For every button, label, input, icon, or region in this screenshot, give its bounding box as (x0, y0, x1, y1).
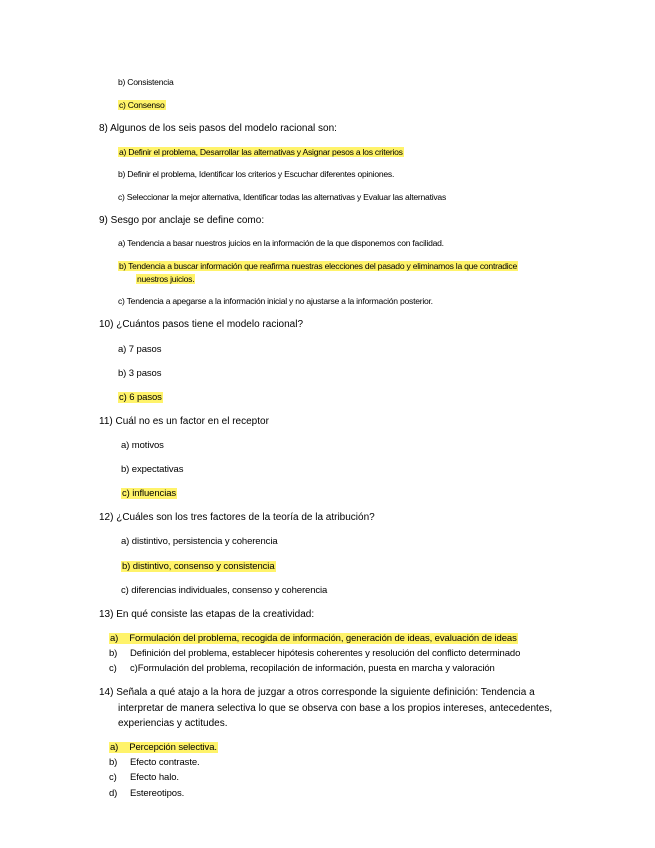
question-text: 8) Algunos de los seis pasos del modelo racional son: (99, 123, 337, 134)
question-14-option-b (109, 756, 200, 769)
question-text: interpretar de manera selectiva lo que se observa con base a los propios intereses, antecedentes, (118, 703, 553, 714)
question-12-option-b (121, 560, 276, 573)
question-8-option-c (118, 191, 446, 204)
option-text: c) Tendencia a apegarse a la información inicial y no ajustarse a la información posterior. (118, 296, 433, 306)
question-9-option-b-line1 (118, 260, 518, 273)
question-9 (99, 214, 264, 227)
highlighted-answer: b) Tendencia a buscar información que reafirma nuestras elecciones del pasado y eliminamos la que contradice (119, 261, 517, 271)
question-9-option-c (118, 295, 433, 308)
question-10-option-a (118, 343, 161, 356)
option-text: Efecto contraste. (130, 757, 200, 768)
question-10 (99, 318, 303, 331)
question-13-option-c (109, 662, 495, 675)
question-14-line2 (118, 702, 552, 715)
highlighted-answer: Formulación del problema, recogida de información, generación de ideas, evaluación de ideas (119, 633, 518, 644)
highlighted-answer: c) influencias (122, 488, 177, 499)
option-text: b) Consistencia (118, 77, 174, 87)
option-text: Definición del problema, establecer hipótesis coherentes y resolución del conflicto determinado (130, 648, 521, 659)
option-text: b) expectativas (121, 464, 184, 475)
question-13-option-b (109, 647, 520, 660)
highlighted-answer: a) Definir el problema, Desarrollar las alternativas y Asignar pesos a los criterios (119, 147, 403, 157)
question-12-option-a (121, 535, 278, 548)
question-8-option-b (118, 168, 394, 181)
question-14-option-d (109, 787, 184, 800)
question-8-option-a (118, 146, 404, 159)
question-13 (99, 608, 314, 621)
option-marker: c) (109, 772, 117, 783)
option-text: c) diferencias individuales, consenso y coherencia (121, 585, 328, 596)
question-9-option-a (118, 237, 444, 250)
highlighted-answer: c) 6 pasos (119, 392, 162, 403)
option-text: Estereotipos. (130, 788, 185, 799)
question-11-option-a (121, 439, 164, 452)
option-text: c)Formulación del problema, recopilación de información, puesta en marcha y valoración (130, 663, 495, 674)
option-marker: a) (110, 742, 119, 753)
question-14-option-a (109, 741, 218, 754)
question-14-line3 (118, 717, 228, 730)
question-text: experiencias y actitudes. (118, 718, 228, 729)
question-text: 14) Señala a qué atajo a la hora de juzgar a otros corresponde la siguiente definición: Tendencia a (99, 687, 535, 698)
question-text: 11) Cuál no es un factor en el receptor (99, 416, 269, 427)
highlighted-answer: b) distintivo, consenso y consistencia (122, 561, 275, 572)
option-text: c) Seleccionar la mejor alternativa, Identificar todas las alternativas y Evaluar las alternativas (118, 192, 447, 202)
question-text: 12) ¿Cuáles son los tres factores de la teoría de la atribución? (99, 512, 375, 523)
option-text: a) 7 pasos (118, 344, 162, 355)
highlighted-answer: Percepción selectiva. (119, 742, 218, 753)
question-10-option-c (118, 391, 163, 404)
question-14-option-c (109, 771, 179, 784)
option-b-consistencia (118, 76, 173, 89)
question-11 (99, 415, 269, 428)
option-marker: b) (109, 757, 118, 768)
question-text: 10) ¿Cuántos pasos tiene el modelo racional? (99, 319, 304, 330)
option-text: a) motivos (121, 440, 164, 451)
option-marker: b) (109, 648, 118, 659)
question-13-option-a (109, 632, 609, 645)
highlighted-answer: nuestros juicios. (137, 274, 195, 284)
highlighted-answer: c) Consenso (119, 100, 165, 110)
option-text: b) Definir el problema, Identificar los criterios y Escuchar diferentes opiniones. (118, 169, 395, 179)
option-marker: a) (110, 633, 119, 644)
question-12-option-c (121, 584, 327, 597)
option-text: Efecto halo. (130, 772, 179, 783)
option-text: b) 3 pasos (118, 368, 162, 379)
question-12 (99, 511, 375, 524)
option-marker: c) (109, 663, 117, 674)
question-10-option-b (118, 367, 161, 380)
question-text: 13) En qué consiste las etapas de la creatividad: (99, 609, 315, 620)
option-text: a) distintivo, persistencia y coherencia (121, 536, 278, 547)
option-marker: d) (109, 788, 118, 799)
question-9-option-b-line2 (136, 273, 195, 286)
option-c-consenso-highlighted (118, 99, 166, 112)
question-11-option-c (121, 487, 177, 500)
question-11-option-b (121, 463, 183, 476)
question-text: 9) Sesgo por anclaje se define como: (99, 215, 265, 226)
option-text: a) Tendencia a basar nuestros juicios en la información de la que disponemos con facilidad. (118, 238, 444, 248)
question-8 (99, 122, 337, 135)
question-14-line1 (99, 686, 535, 699)
